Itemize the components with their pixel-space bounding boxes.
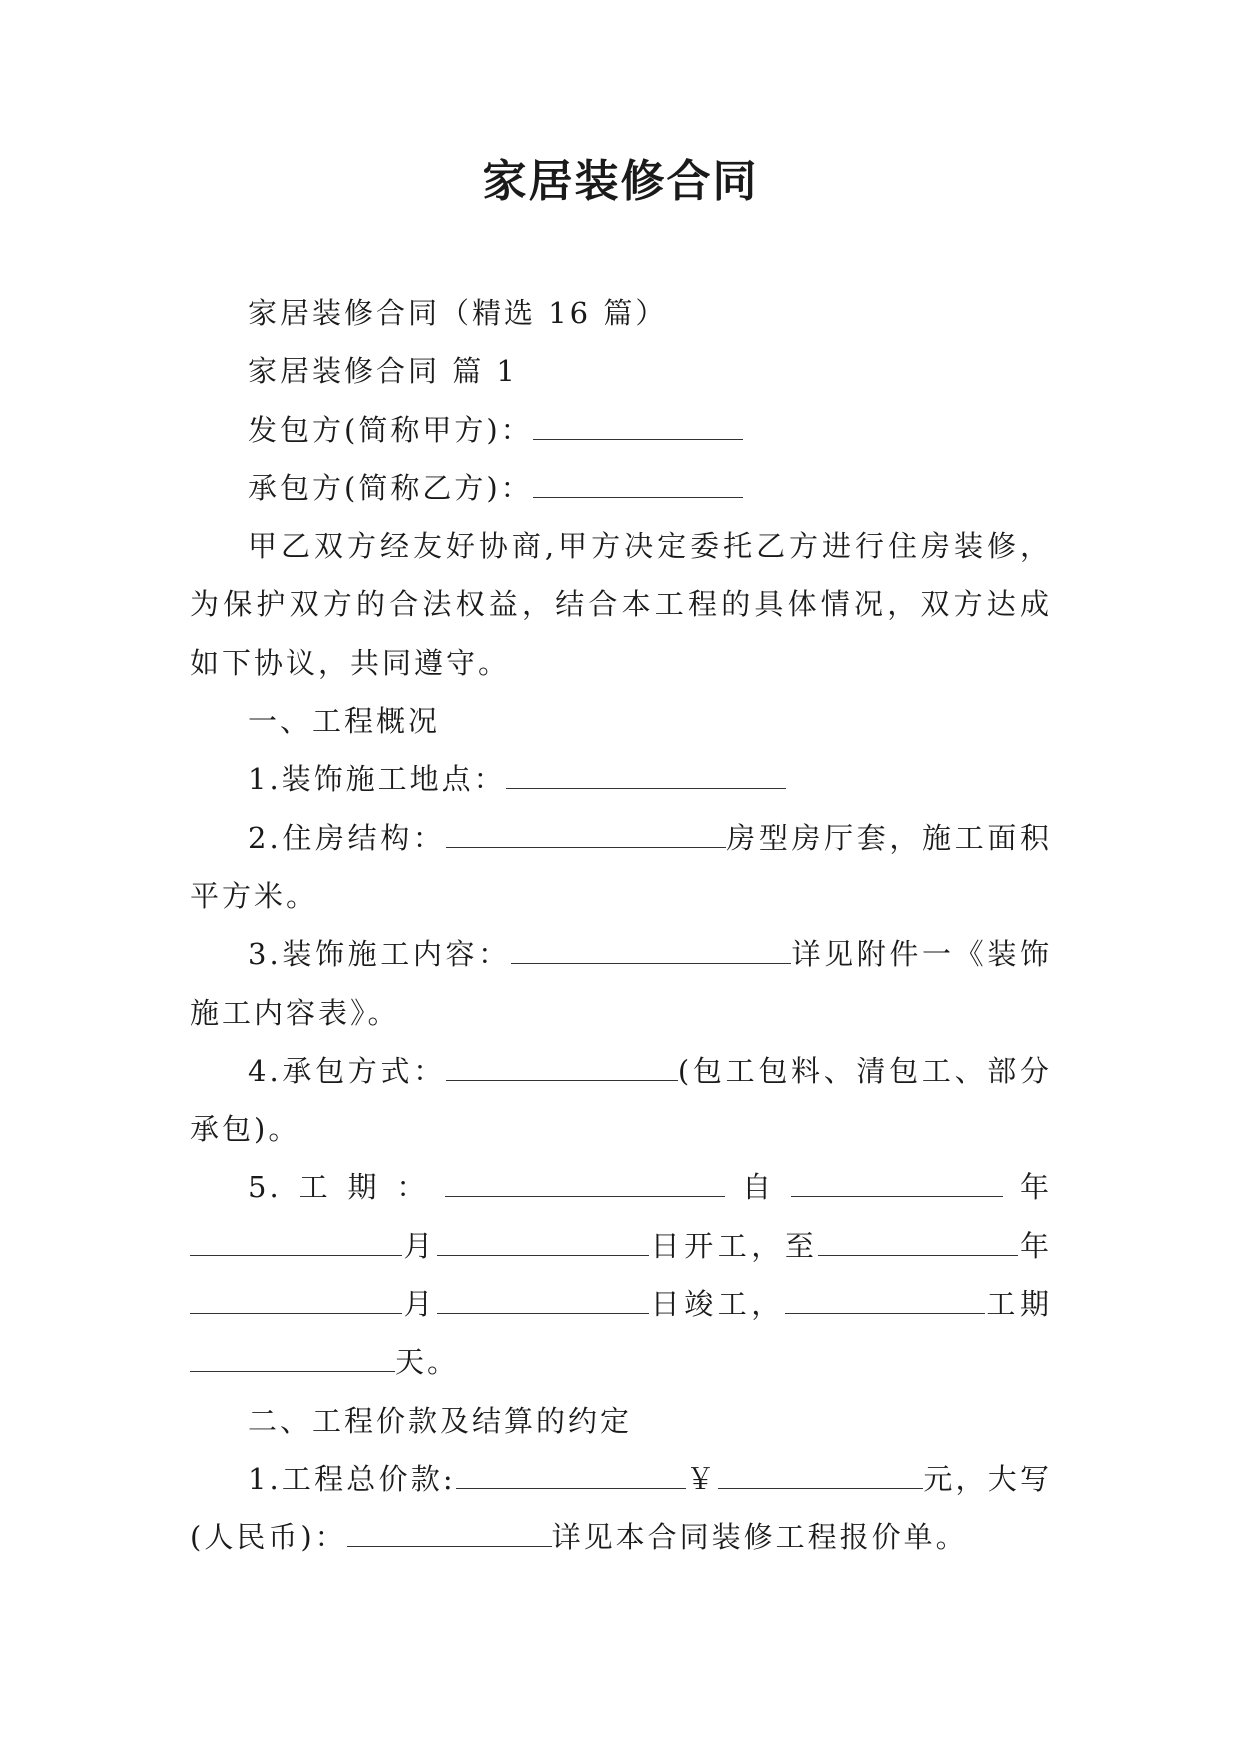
start-month-blank[interactable] [190, 1227, 402, 1256]
construction-site-blank[interactable] [506, 761, 786, 790]
period-day-end: 日竣工， [649, 1287, 785, 1322]
construction-site-label: 1.装饰施工地点： [248, 762, 506, 797]
party-b-blank[interactable] [533, 469, 743, 498]
chapter1-item2 [190, 809, 1052, 926]
currency-symbol: ￥ [685, 1461, 719, 1496]
period-days: 天。 [395, 1345, 460, 1380]
capital-amount-label: 大写(人民币)： [190, 1461, 1052, 1555]
end-day-blank[interactable] [437, 1286, 649, 1315]
document-title: 家居装修合同 [482, 156, 759, 207]
party-a-blank[interactable] [533, 411, 743, 440]
chapter1-item4 [190, 1042, 1052, 1159]
amount-blank[interactable] [718, 1460, 923, 1489]
period-month-2: 月 [402, 1287, 438, 1322]
party-b-line [190, 459, 1052, 517]
party-a-line [190, 401, 1052, 459]
contract-method-blank[interactable] [446, 1052, 678, 1081]
document-subtitle: 家居装修合同（精选 16 篇） [248, 296, 668, 330]
chapter1-item3 [190, 925, 1052, 1042]
chapter2-heading: 二、工程价款及结算的约定 [248, 1403, 633, 1438]
construction-content-text: 详见附件一《装饰施工内容表》。 [190, 937, 1052, 1030]
period-word: 工期 [984, 1287, 1052, 1322]
chapter2-item1 [190, 1450, 1052, 1567]
section-heading: 家居装修合同 篇 1 [248, 354, 518, 389]
housing-structure-label: 2.住房结构： [248, 820, 446, 855]
construction-content-label: 3.装饰施工内容： [248, 937, 511, 972]
chapter1-heading: 一、工程概况 [248, 704, 441, 739]
quotation-text: 详见本合同装修工程报价单。 [551, 1520, 968, 1555]
period-day-start: 日开工，至 [649, 1228, 819, 1263]
period-from: 自 [725, 1170, 792, 1205]
capital-amount-blank[interactable] [347, 1519, 552, 1548]
period-days-blank[interactable] [190, 1344, 395, 1373]
contract-method-label: 4.承包方式： [248, 1053, 446, 1088]
end-year-blank[interactable] [818, 1227, 1018, 1256]
start-year-blank[interactable] [791, 1169, 1003, 1198]
party-b-label: 承包方(简称乙方)： [248, 470, 533, 505]
housing-structure-text: 房型房厅套，施工面积平方米。 [190, 820, 1052, 913]
end-month-blank[interactable] [190, 1286, 402, 1315]
period-label: 5.工期： [248, 1170, 446, 1205]
party-a-label: 发包方(简称甲方)： [248, 412, 533, 447]
period-year-2: 年 [1018, 1228, 1052, 1263]
chapter1-item1 [190, 750, 1052, 808]
total-price-label: 1.工程总价款: [248, 1461, 456, 1496]
chapter1-item5 [190, 1158, 1052, 1391]
total-price-blank[interactable] [456, 1460, 686, 1489]
contract-method-text: (包工包料、清包工、部分承包)。 [190, 1053, 1052, 1147]
period-month-1: 月 [402, 1228, 438, 1263]
period-year-1: 年 [1003, 1170, 1052, 1205]
period-blank-1[interactable] [445, 1169, 725, 1198]
start-day-blank[interactable] [437, 1227, 649, 1256]
period-blank-2[interactable] [785, 1286, 985, 1315]
intro-paragraph: 甲乙双方经友好协商,甲方决定委托乙方进行住房装修，为保护双方的合法权益，结合本工程的具体情况，双方达成如下协议，共同遵守。 [190, 529, 1052, 680]
document-body [190, 284, 1052, 1567]
amount-unit: 元， [923, 1461, 988, 1496]
housing-structure-blank[interactable] [446, 819, 726, 848]
construction-content-blank[interactable] [511, 936, 791, 965]
